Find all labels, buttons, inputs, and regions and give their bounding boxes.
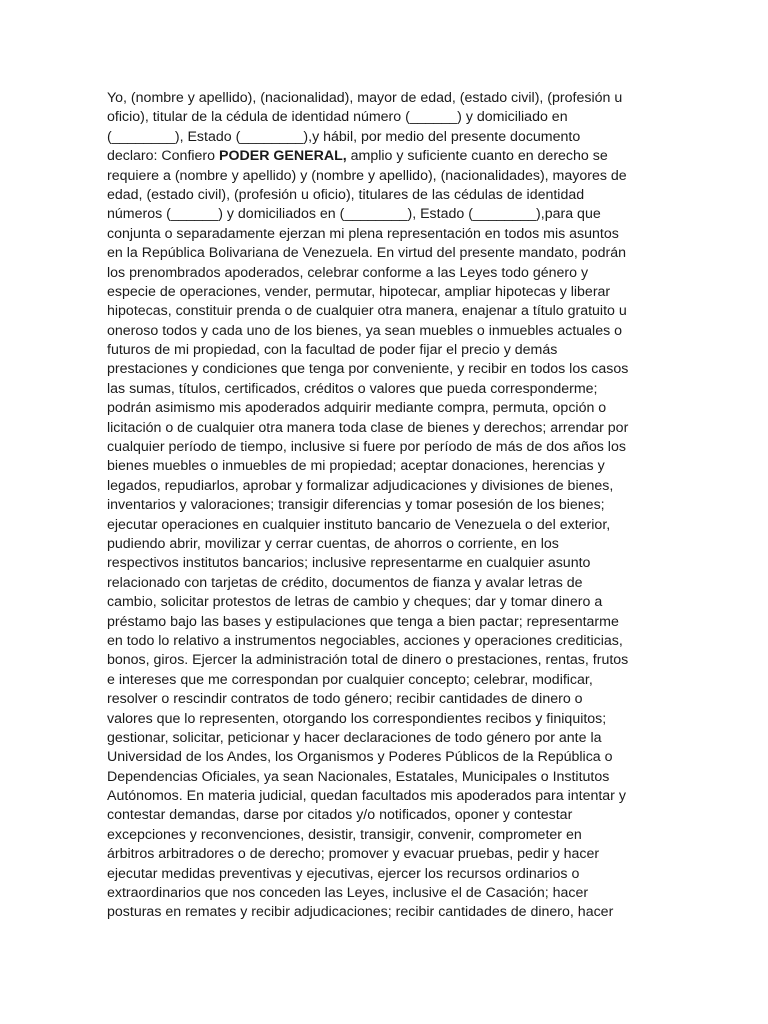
text-line <box>107 380 677 399</box>
text-line <box>107 516 677 535</box>
text-segment: declaro: Confiero <box>107 148 219 165</box>
text-segment: en la República Bolivariana de Venezuela. En virtud del presente mandato, podrán <box>107 245 626 262</box>
text-segment: pudiendo abrir, movilizar y cerrar cuentas, de ahorros o corriente, en los <box>107 535 559 552</box>
text-segment: gestionar, solicitar, peticionar y hacer declaraciones de todo género por ante la <box>107 729 602 746</box>
text-segment: las sumas, títulos, certificados, créditos o valores que pueda corresponderme; <box>107 380 598 397</box>
text-segment: e intereses que me correspondan por cualquier concepto; celebrar, modificar, <box>107 671 593 688</box>
text-segment: Autónomos. En materia judicial, quedan facultados mis apoderados para intentar y <box>107 788 626 805</box>
text-line <box>107 496 677 515</box>
text-line <box>107 419 677 438</box>
text-line <box>107 283 677 302</box>
text-segment: cambio, solicitar protestos de letras de cambio y cheques; dar y tomar dinero a <box>107 594 603 611</box>
text-segment: conjunta o separadamente ejerzan mi plena representación en todos mis asuntos <box>107 225 619 242</box>
text-line <box>107 884 677 903</box>
text-segment: requiere a (nombre y apellido) y (nombre y apellido), (nacionalidades), mayores de <box>107 167 627 184</box>
text-line <box>107 302 677 321</box>
text-line <box>107 457 677 476</box>
text-line <box>107 399 677 418</box>
text-line <box>107 205 677 224</box>
text-segment: oficio), titular de la cédula de identidad número (______) y domiciliado en <box>107 109 568 126</box>
text-segment: oneroso todos y cada uno de los bienes, ya sean muebles o inmuebles actuales o <box>107 322 623 339</box>
text-segment: respectivos institutos bancarios; inclusive representarme en cualquier asunto <box>107 555 591 572</box>
text-segment: ejecutar medidas preventivas y ejecutivas, ejercer los recursos ordinarios o <box>107 865 580 882</box>
text-segment: los prenombrados apoderados, celebrar conforme a las Leyes todo género y <box>107 264 589 281</box>
text-segment: legados, repudiarlos, aprobar y formalizar adjudicaciones y divisiones de bienes, <box>107 477 614 494</box>
text-line <box>107 341 677 360</box>
bold-emphasis: PODER GENERAL, <box>218 148 347 165</box>
text-segment: posturas en remates y recibir adjudicaciones; recibir cantidades de dinero, hacer <box>107 904 614 921</box>
text-segment: Yo, (nombre y apellido), (nacionalidad), mayor de edad, (estado civil), (profesión u <box>107 90 623 106</box>
text-line <box>107 108 677 127</box>
text-segment: excepciones y reconvenciones, desistir, transigir, convenir, comprometer en <box>107 826 582 843</box>
text-line <box>107 651 677 670</box>
text-segment: hipotecas, constituir prenda o de cualquier otra manera, enajenar a título gratuito u <box>107 303 627 320</box>
text-line <box>107 360 677 379</box>
text-line <box>107 438 677 457</box>
text-segment: números (______) y domiciliados en (________), Estado (________),para que <box>107 206 601 223</box>
text-line <box>107 535 677 554</box>
text-segment: bonos, giros. Ejercer la administración total de dinero o prestaciones, rentas, frutos <box>107 652 629 669</box>
text-line <box>107 845 677 864</box>
text-line <box>107 322 677 341</box>
text-segment: valores que lo representen, otorgando los correspondientes recibos y finiquitos; <box>107 710 607 727</box>
text-line <box>107 89 677 108</box>
text-line <box>107 225 677 244</box>
text-line <box>107 710 677 729</box>
text-segment: bienes muebles o inmuebles de mi propiedad; aceptar donaciones, herencias y <box>107 458 605 475</box>
text-segment: Dependencias Oficiales, ya sean Nacionales, Estatales, Municipales o Institutos <box>107 768 610 785</box>
text-line <box>107 167 677 186</box>
text-line <box>107 690 677 709</box>
text-line <box>107 806 677 825</box>
text-segment: amplio y suficiente cuanto en derecho se <box>346 148 608 165</box>
text-line <box>107 554 677 573</box>
text-segment: inventarios y valoraciones; transigir diferencias y tomar posesión de los bienes; <box>107 497 605 514</box>
text-line <box>107 632 677 651</box>
text-segment: futuros de mi propiedad, con la facultad de poder fijar el precio y demás <box>107 342 558 359</box>
text-line <box>107 729 677 748</box>
text-line <box>107 748 677 767</box>
text-segment: préstamo bajo las bases y estipulaciones que tenga a bien pactar; representarme <box>107 613 619 630</box>
document-body <box>107 89 677 923</box>
text-line <box>107 574 677 593</box>
text-line <box>107 593 677 612</box>
text-segment: edad, (estado civil), (profesión u oficio), titulares de las cédulas de identidad <box>107 186 585 203</box>
text-line <box>107 787 677 806</box>
text-line <box>107 244 677 263</box>
text-segment: licitación o de cualquier otra manera toda clase de bienes y derechos; arrendar por <box>107 419 629 436</box>
text-segment: Universidad de los Andes, los Organismos y Poderes Públicos de la República o <box>107 749 613 766</box>
text-segment: especie de operaciones, vender, permutar, hipotecar, ampliar hipotecas y liberar <box>107 283 611 300</box>
text-segment: extraordinarios que nos conceden las Leyes, inclusive el de Casación; hacer <box>107 885 589 902</box>
text-segment: podrán asimismo mis apoderados adquirir mediante compra, permuta, opción o <box>107 400 607 417</box>
text-line <box>107 903 677 922</box>
text-segment: cualquier período de tiempo, inclusive si fuere por período de más de dos años los <box>107 439 626 456</box>
text-segment: prestaciones y condiciones que tenga por conveniente, y recibir en todos los casos <box>107 361 629 378</box>
text-line <box>107 477 677 496</box>
text-line <box>107 186 677 205</box>
text-segment: (________), Estado (________),y hábil, por medio del presente documento <box>107 128 581 145</box>
text-line <box>107 768 677 787</box>
text-line <box>107 826 677 845</box>
text-segment: ejecutar operaciones en cualquier instituto bancario de Venezuela o del exterior, <box>107 516 611 533</box>
text-line <box>107 671 677 690</box>
text-line <box>107 613 677 632</box>
text-segment: árbitros arbitradores o de derecho; promover y evacuar pruebas, pedir y hacer <box>107 846 600 863</box>
text-line <box>107 865 677 884</box>
text-line <box>107 264 677 283</box>
text-segment: contestar demandas, darse por citados y/o notificados, oponer y contestar <box>107 807 573 824</box>
text-segment: en todo lo relativo a instrumentos negociables, acciones y operaciones crediticias, <box>107 632 623 649</box>
text-line <box>107 128 677 147</box>
text-segment: relacionado con tarjetas de crédito, documentos de fianza y avalar letras de <box>107 574 583 591</box>
text-line <box>107 147 677 166</box>
text-segment: resolver o rescindir contratos de todo género; recibir cantidades de dinero o <box>107 691 583 708</box>
